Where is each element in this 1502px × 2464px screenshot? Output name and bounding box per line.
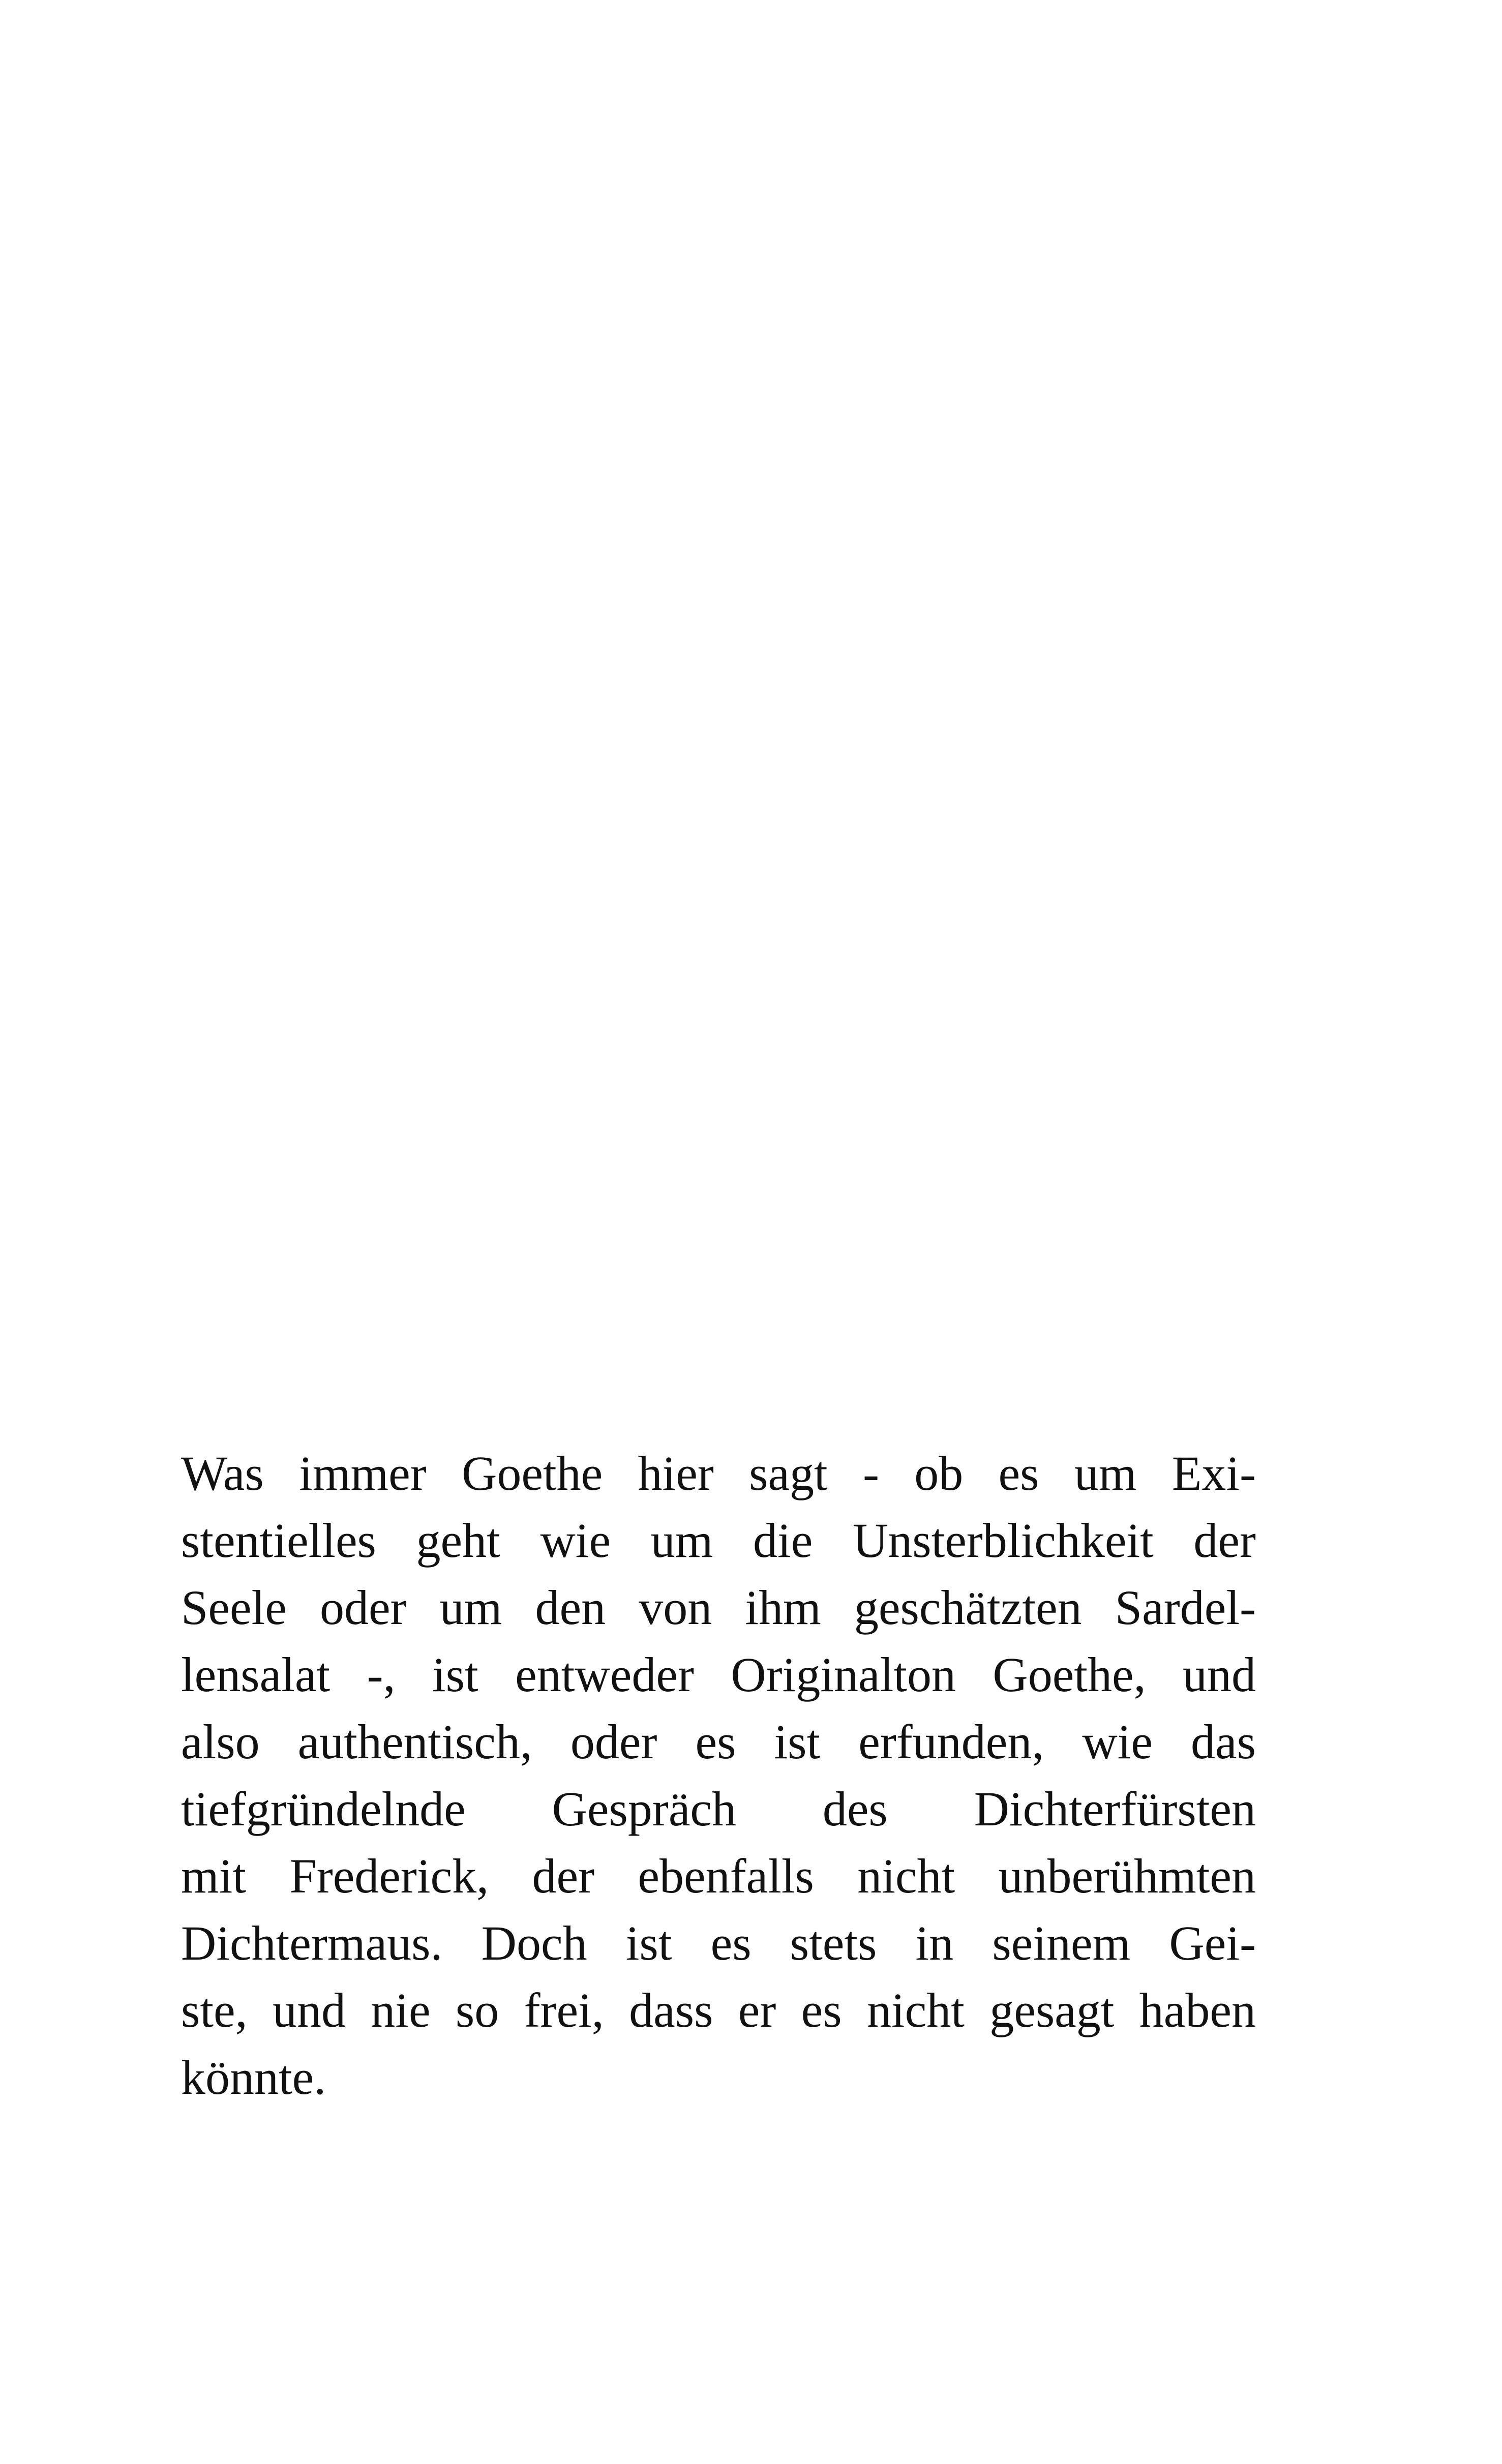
paragraph-line: tiefgründelnde Gespräch des Dichterfürsten (181, 1782, 1256, 1836)
paragraph-line: also authentisch, oder es ist erfunden, wie das (181, 1715, 1256, 1769)
paragraph-line: ste, und nie so frei, dass er es nicht gesagt haben (181, 1983, 1256, 2037)
paragraph-line: könnte. (181, 2050, 326, 2105)
paragraph-line: Was immer Goethe hier sagt - ob es um Exi- (181, 1446, 1256, 1500)
body-paragraph (181, 1440, 1256, 2111)
paragraph-line: Seele oder um den von ihm geschätzten Sardel- (181, 1580, 1256, 1635)
paragraph-line: stentielles geht wie um die Unsterblichkeit der (181, 1513, 1256, 1568)
paragraph-line: Dichtermaus. Doch ist es stets in seinem Gei- (181, 1916, 1256, 1970)
paragraph-line: mit Frederick, der ebenfalls nicht unberühmten (181, 1849, 1256, 1903)
paragraph-line: lensalat -, ist entweder Originalton Goethe, und (181, 1647, 1256, 1702)
